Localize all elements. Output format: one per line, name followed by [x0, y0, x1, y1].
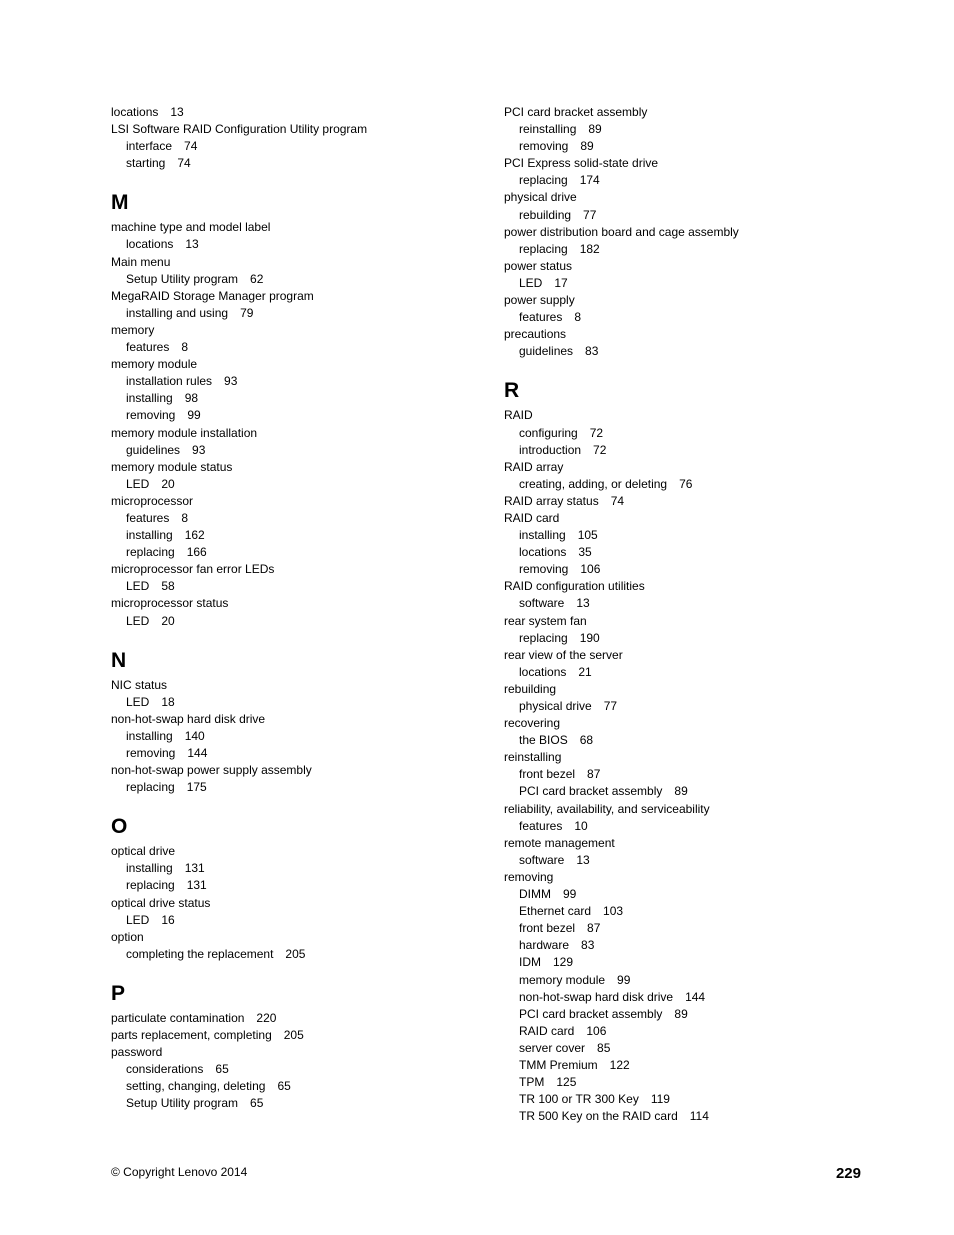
index-subentry [111, 390, 491, 407]
index-page-ref: 125 [556, 1075, 577, 1090]
index-term: installing [126, 528, 173, 543]
index-entry [504, 578, 884, 595]
index-term: microprocessor [111, 493, 194, 508]
index-page-ref: 83 [585, 344, 599, 359]
index-term: replacing [519, 241, 568, 256]
index-page-ref: 18 [161, 694, 175, 709]
index-subentry [504, 275, 884, 292]
index-page-ref: 129 [553, 955, 574, 970]
index-term: LED [126, 613, 150, 628]
index-subentry [111, 407, 491, 424]
index-term: interface [126, 139, 173, 154]
index-subentry [504, 1006, 884, 1023]
index-term: power supply [504, 293, 575, 308]
index-subentry [504, 630, 884, 647]
index-subentry [504, 972, 884, 989]
index-term: parts replacement, completing [111, 1028, 272, 1043]
index-page-ref: 182 [579, 241, 600, 256]
index-term: creating, adding, or deleting [519, 476, 668, 491]
index-subentry [504, 852, 884, 869]
index-page-ref: 58 [161, 579, 175, 594]
index-term: reinstalling [504, 750, 562, 765]
index-term: TPM [519, 1075, 545, 1090]
index-page-ref: 8 [574, 310, 582, 325]
index-term: installing and using [126, 305, 229, 320]
index-subentry [504, 1040, 884, 1057]
index-entry [504, 681, 884, 698]
index-subentry [111, 305, 491, 322]
index-term: memory module installation [111, 425, 258, 440]
index-subentry [504, 527, 884, 544]
index-page-ref: 83 [581, 938, 595, 953]
index-term: memory [111, 322, 155, 337]
index-entry [504, 647, 884, 664]
index-page-ref: 99 [617, 972, 631, 987]
index-entry [504, 326, 884, 343]
index-term: software [519, 852, 565, 867]
index-term: removing [519, 562, 569, 577]
index-term: rebuilding [504, 681, 557, 696]
index-entry [504, 749, 884, 766]
index-term: the BIOS [519, 733, 568, 748]
index-term: guidelines [126, 442, 181, 457]
index-page-ref: 20 [161, 476, 175, 491]
index-term: installation rules [126, 374, 213, 389]
index-subentry [111, 912, 491, 929]
index-page-ref: 87 [587, 767, 601, 782]
index-term: Ethernet card [519, 904, 592, 919]
index-entry [111, 561, 491, 578]
index-term: TR 100 or TR 300 Key [519, 1092, 639, 1107]
index-term: memory module status [111, 459, 233, 474]
index-subentry [504, 309, 884, 326]
index-term: PCI Express solid-state drive [504, 156, 659, 171]
index-subentry [504, 886, 884, 903]
index-page-ref: 77 [603, 699, 618, 713]
index-page-ref: 21 [578, 664, 592, 679]
index-page-ref: 175 [186, 780, 207, 795]
index-page-ref: 35 [578, 545, 592, 560]
page-number: 229 [835, 1165, 861, 1182]
index-subentry [111, 510, 491, 527]
index-term: Main menu [111, 254, 171, 269]
index-term: RAID card [504, 510, 560, 525]
index-subentry [504, 920, 884, 937]
index-subentry [504, 664, 884, 681]
index-letter-heading: O [111, 815, 128, 839]
index-subentry [504, 698, 884, 715]
index-page-ref: 205 [285, 946, 306, 961]
index-subentry [111, 138, 491, 155]
index-term: recovering [504, 716, 561, 731]
index-term: Setup Utility program [126, 271, 239, 286]
index-entry [504, 715, 884, 732]
index-term: guidelines [519, 344, 574, 359]
index-page-ref: 131 [184, 861, 205, 876]
index-page-ref: 106 [580, 562, 601, 577]
index-term: installing [126, 861, 173, 876]
index-entry [504, 801, 884, 818]
index-entry [504, 292, 884, 309]
index-page-ref: 89 [674, 784, 688, 799]
index-page-ref: 62 [250, 271, 264, 286]
index-term: LED [519, 275, 543, 290]
index-term: optical drive [111, 844, 176, 859]
index-entry [111, 1027, 491, 1044]
index-entry [111, 1010, 491, 1027]
index-entry [111, 254, 491, 271]
index-term: option [111, 929, 144, 944]
index-page-ref: 65 [250, 1096, 264, 1111]
index-entry [111, 843, 491, 860]
index-term: RAID card [519, 1023, 575, 1038]
index-subentry [111, 694, 491, 711]
index-subentry [111, 339, 491, 356]
index-term: starting [126, 156, 166, 171]
index-letter-heading: P [111, 981, 126, 1005]
index-letter-heading: R [504, 379, 520, 403]
index-page-ref: 79 [240, 305, 254, 320]
index-page-ref: 89 [588, 122, 602, 137]
index-term: particulate contamination [111, 1010, 245, 1025]
index-term: MegaRAID Storage Manager program [111, 288, 314, 303]
index-page-ref: 162 [184, 528, 205, 543]
index-page-ref: 190 [579, 630, 600, 645]
index-entry [504, 407, 884, 424]
index-page-ref: 220 [256, 1010, 277, 1025]
index-page-ref: 87 [587, 921, 601, 936]
index-entry [111, 711, 491, 728]
index-page-ref: 77 [583, 207, 597, 222]
index-subentry [504, 1023, 884, 1040]
index-page-ref: 74 [610, 493, 625, 508]
index-term: PCI card bracket assembly [519, 784, 663, 799]
index-subentry [504, 476, 884, 493]
index-subentry [504, 783, 884, 800]
index-term: power distribution board and cage assembly [504, 224, 739, 239]
index-page-ref: 76 [679, 476, 693, 491]
index-entry [111, 322, 491, 339]
index-page-ref: 144 [685, 989, 706, 1004]
index-term: features [126, 510, 170, 525]
index-entry [504, 835, 884, 852]
index-subentry [111, 1095, 491, 1112]
index-term: power status [504, 258, 573, 273]
index-page-ref: 13 [185, 237, 199, 252]
index-term: TR 500 Key on the RAID card [519, 1109, 678, 1124]
index-entry [504, 613, 884, 630]
index-page-ref: 105 [577, 528, 598, 543]
index-subentry [504, 544, 884, 561]
index-term: replacing [126, 878, 175, 893]
index-term: password [111, 1045, 163, 1060]
index-term: replacing [126, 780, 175, 795]
index-subentry [111, 860, 491, 877]
index-subentry [504, 138, 884, 155]
index-subentry [111, 745, 491, 762]
index-term: installing [519, 528, 566, 543]
index-page-ref: 16 [161, 912, 175, 927]
index-term: DIMM [519, 887, 551, 902]
index-subentry [111, 1078, 491, 1095]
index-page-ref: 99 [563, 887, 577, 902]
index-entry [111, 929, 491, 946]
index-page-ref: 13 [170, 105, 184, 119]
index-page-ref: 72 [593, 442, 607, 457]
index-letter-heading: M [111, 191, 129, 215]
index-subentry [111, 442, 491, 459]
index-term: physical drive [504, 190, 577, 205]
index-term: features [519, 818, 563, 833]
index-term: locations [519, 545, 567, 560]
index-page-ref: 119 [650, 1092, 670, 1107]
index-term: LED [126, 912, 150, 927]
index-subentry [504, 425, 884, 442]
index-subentry [504, 989, 884, 1006]
index-page-ref: 17 [554, 275, 568, 290]
index-term: locations [126, 237, 174, 252]
index-subentry [504, 818, 884, 835]
index-entry [504, 459, 884, 476]
index-subentry [504, 595, 884, 612]
index-page-ref: 10 [574, 818, 588, 833]
index-term: hardware [519, 938, 570, 953]
index-subentry [504, 1091, 884, 1108]
index-term: removing [126, 746, 176, 760]
index-entry [111, 121, 491, 138]
index-page-ref: 93 [192, 442, 206, 457]
index-page-ref: 93 [224, 374, 238, 389]
index-term: front bezel [519, 767, 576, 782]
index-page-ref: 13 [576, 852, 590, 867]
index-subentry [111, 1061, 491, 1078]
index-entry [111, 288, 491, 305]
index-subentry [111, 544, 491, 561]
index-subentry [504, 903, 884, 920]
index-page-ref: 72 [589, 425, 604, 440]
index-term: IDM [519, 955, 541, 970]
index-page-ref: 13 [576, 596, 590, 611]
index-column-left [111, 104, 491, 1113]
index-term: locations [519, 664, 567, 679]
index-term: non-hot-swap hard disk drive [519, 989, 674, 1004]
index-subentry [111, 373, 491, 390]
index-entry [504, 189, 884, 206]
index-page-ref: 122 [609, 1057, 630, 1072]
index-term: LSI Software RAID Configuration Utility program [111, 122, 368, 137]
index-page-ref: 89 [580, 139, 594, 154]
index-subentry [504, 766, 884, 783]
index-page-ref: 103 [603, 904, 624, 919]
index-term: memory module [111, 357, 198, 372]
index-page-ref: 140 [184, 728, 205, 743]
index-subentry [504, 732, 884, 749]
index-term: installing [126, 391, 173, 406]
index-subentry [111, 236, 491, 253]
index-entry [111, 356, 491, 373]
index-term: features [126, 340, 170, 355]
index-subentry [504, 937, 884, 954]
index-term: reliability, availability, and serviceability [504, 801, 710, 816]
index-subentry [504, 121, 884, 138]
index-page-ref: 98 [184, 391, 199, 406]
index-term: replacing [519, 630, 568, 645]
index-entry [111, 425, 491, 442]
index-subentry [504, 442, 884, 459]
index-term: Setup Utility program [126, 1096, 239, 1111]
index-term: machine type and model label [111, 220, 271, 235]
index-page-ref: 205 [283, 1028, 304, 1043]
index-subentry [111, 779, 491, 796]
index-term: non-hot-swap hard disk drive [111, 711, 266, 726]
index-entry [111, 677, 491, 694]
index-letter-heading: N [111, 648, 127, 672]
index-term: software [519, 596, 565, 611]
index-term: optical drive status [111, 895, 211, 910]
index-column-right [504, 104, 884, 1125]
index-term: RAID array [504, 459, 564, 474]
index-entry [504, 104, 884, 121]
index-entry [111, 459, 491, 476]
index-term: remote management [504, 835, 615, 850]
index-term: rear view of the server [504, 647, 623, 662]
index-page-ref: 65 [215, 1062, 229, 1077]
index-term: setting, changing, deleting [126, 1079, 266, 1094]
index-page-ref: 131 [186, 878, 207, 893]
index-term: NIC status [111, 677, 168, 692]
index-page-ref: 166 [186, 545, 207, 560]
index-term: configuring [519, 425, 578, 440]
index-term: PCI card bracket assembly [519, 1006, 663, 1021]
index-page-ref: 106 [586, 1023, 607, 1038]
index-entry [504, 258, 884, 275]
index-subentry [111, 527, 491, 544]
index-entry [111, 493, 491, 510]
index-subentry [504, 1074, 884, 1091]
index-term: removing [504, 869, 554, 884]
index-term: RAID array status [504, 493, 599, 508]
index-page-ref: 89 [674, 1006, 688, 1021]
index-entry [504, 224, 884, 241]
index-term: server cover [519, 1040, 586, 1055]
index-entry [111, 762, 491, 779]
index-term: features [519, 310, 563, 325]
index-term: LED [126, 579, 150, 594]
index-term: physical drive [519, 699, 592, 713]
index-term: completing the replacement [126, 946, 274, 961]
index-entry [504, 510, 884, 527]
index-entry [111, 219, 491, 236]
index-subentry [504, 1108, 884, 1125]
index-term: locations [111, 105, 159, 119]
index-subentry [111, 946, 491, 963]
index-term: microprocessor fan error LEDs [111, 562, 275, 577]
index-entry [111, 895, 491, 912]
index-subentry [111, 578, 491, 595]
index-term: non-hot-swap power supply assembly [111, 763, 312, 778]
index-subentry [111, 728, 491, 745]
index-subentry [111, 155, 491, 172]
index-subentry [111, 271, 491, 288]
index-term: LED [126, 476, 150, 491]
index-term: rear system fan [504, 613, 587, 628]
index-term: PCI card bracket assembly [504, 105, 648, 119]
index-entry [111, 1044, 491, 1061]
index-subentry [504, 343, 884, 360]
index-page-ref: 144 [187, 746, 208, 760]
index-page-ref: 68 [579, 733, 594, 748]
index-term: reinstalling [519, 122, 577, 137]
index-subentry [504, 561, 884, 578]
index-term: RAID [504, 408, 533, 423]
index-entry [111, 595, 491, 612]
index-page-ref: 65 [277, 1079, 291, 1094]
index-term: replacing [126, 545, 175, 560]
index-page-ref: 74 [177, 156, 191, 171]
index-page-ref: 8 [181, 510, 189, 525]
index-page-ref: 174 [579, 173, 600, 188]
index-term: rebuilding [519, 207, 572, 222]
index-term: memory module [519, 972, 606, 987]
index-page-ref: 114 [689, 1109, 709, 1124]
index-subentry [111, 877, 491, 894]
index-term: replacing [519, 173, 568, 188]
index-subentry [504, 1057, 884, 1074]
index-term: front bezel [519, 921, 576, 936]
index-subentry [111, 613, 491, 630]
index-entry [111, 104, 491, 121]
index-page-ref: 74 [184, 139, 198, 154]
index-page-ref: 99 [187, 408, 201, 423]
index-subentry [504, 241, 884, 258]
index-subentry [504, 207, 884, 224]
index-term: removing [126, 408, 176, 423]
index-term: precautions [504, 327, 567, 342]
index-term: introduction [519, 442, 582, 457]
index-subentry [111, 476, 491, 493]
index-entry [504, 869, 884, 886]
index-subentry [504, 954, 884, 971]
index-term: microprocessor status [111, 596, 229, 611]
index-term: removing [519, 139, 569, 154]
index-page-ref: 85 [597, 1040, 611, 1055]
copyright-notice: © Copyright Lenovo 2014 [111, 1165, 248, 1179]
index-subentry [504, 172, 884, 189]
index-term: considerations [126, 1062, 204, 1077]
index-page-ref: 8 [181, 340, 189, 355]
index-entry [504, 493, 884, 510]
index-page-ref: 20 [161, 613, 175, 628]
index-term: installing [126, 728, 173, 743]
index-term: LED [126, 694, 150, 709]
index-term: RAID configuration utilities [504, 579, 645, 594]
index-term: TMM Premium [519, 1057, 598, 1072]
index-entry [504, 155, 884, 172]
